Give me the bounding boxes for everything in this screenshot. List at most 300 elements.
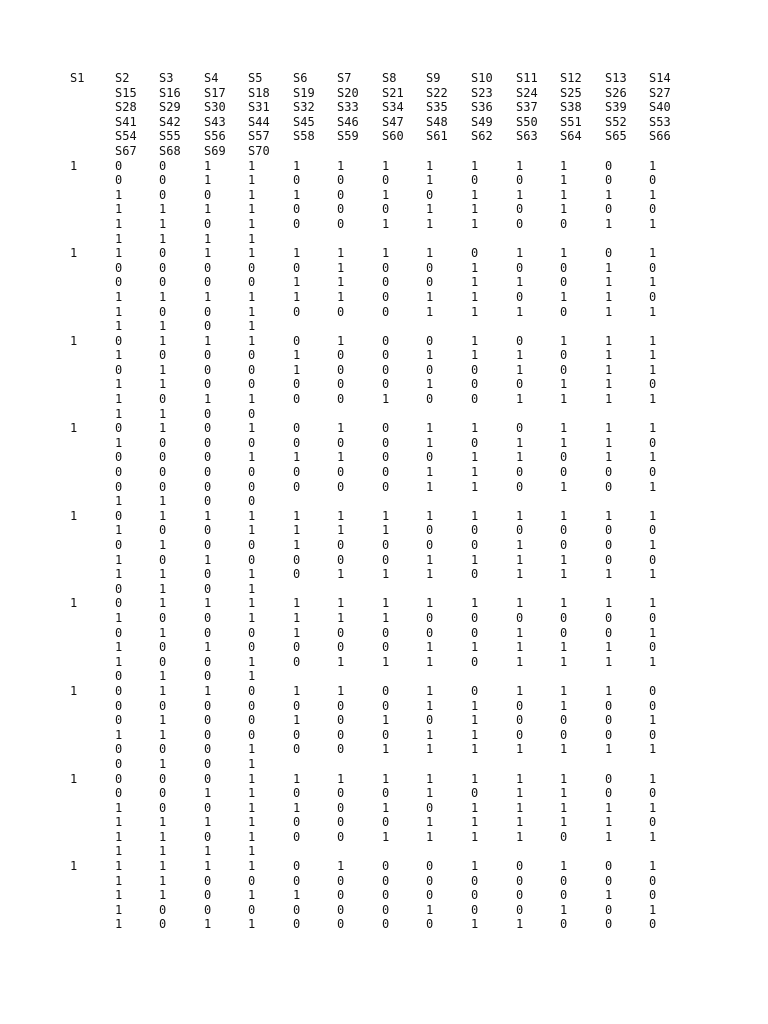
record-cell: 1: [605, 508, 613, 523]
record-cell: 0: [649, 173, 657, 188]
record-cell: 1: [516, 800, 524, 815]
record-cell: 0: [204, 450, 212, 465]
header-cell: S20: [337, 85, 359, 100]
header-cell: S70: [248, 143, 270, 158]
record-cell: 0: [471, 610, 479, 625]
record-cell: 1: [115, 902, 123, 917]
record-cell: 0: [649, 815, 657, 830]
record-cell: 0: [516, 523, 524, 538]
record-cell: 1: [115, 873, 123, 888]
header-cell: S19: [293, 85, 315, 100]
record-cell: 1: [337, 683, 345, 698]
record-cell: 0: [560, 275, 568, 290]
header-cell: S40: [649, 100, 671, 115]
record-cell: 1: [293, 683, 301, 698]
record-cell: 0: [159, 902, 167, 917]
header-cell: S65: [605, 129, 627, 144]
record-cell: 0: [337, 377, 345, 392]
record-cell: 1: [605, 815, 613, 830]
record-cell: 0: [605, 523, 613, 538]
record-cell: 1: [560, 392, 568, 407]
record-cell: 1: [426, 289, 434, 304]
record-cell: 1: [649, 538, 657, 552]
record-cell: 0: [649, 873, 657, 888]
record-cell: 1: [649, 450, 657, 465]
record-cell: 1: [560, 596, 568, 611]
record-cell: 1: [516, 771, 524, 786]
record-cell: 1: [471, 596, 479, 611]
record-cell: 0: [115, 771, 123, 786]
record-cell: 1: [471, 552, 479, 567]
record-cell: 1: [204, 640, 212, 655]
record-cell: 1: [605, 421, 613, 436]
header-cell: S42: [159, 114, 181, 129]
record-cell: 0: [248, 275, 256, 290]
record-cell: 0: [337, 829, 345, 844]
record-cell: 0: [337, 742, 345, 757]
record-cell: 0: [204, 698, 212, 713]
record-cell: 0: [426, 917, 434, 932]
record-cell: 1: [516, 640, 524, 655]
record-cell: 0: [204, 713, 212, 728]
record-cell: 0: [337, 173, 345, 188]
record-cell: 0: [248, 377, 256, 392]
record-cell: 1: [471, 815, 479, 830]
record-cell: 0: [337, 640, 345, 655]
record-cell: 0: [382, 859, 390, 874]
record-cell: 1: [605, 392, 613, 407]
record-cell: 0: [516, 202, 524, 217]
record-cell: 1: [382, 392, 390, 407]
record-cell: 1: [516, 348, 524, 363]
record-cell: 1: [204, 815, 212, 830]
record-cell: 1: [560, 698, 568, 713]
record-cell: 1: [516, 567, 524, 582]
record-cell: 1: [115, 216, 123, 231]
record-cell: 1: [560, 187, 568, 202]
record-cell: 0: [293, 465, 301, 480]
record-cell: 0: [204, 669, 212, 684]
record-cell: 1: [649, 596, 657, 611]
record-cell: 1: [248, 158, 256, 173]
record-cell: 1: [248, 450, 256, 465]
record-cell: 1: [605, 888, 613, 903]
record-cell: 1: [382, 523, 390, 538]
record-cell: 1: [649, 479, 657, 494]
record-cell: 1: [248, 859, 256, 874]
record-cell: 0: [293, 173, 301, 188]
record-cell: 0: [248, 348, 256, 363]
record-cell: 1: [649, 829, 657, 844]
record-cell: 0: [293, 260, 301, 275]
record-cell: 0: [293, 640, 301, 655]
record-cell: 1: [605, 654, 613, 669]
record-cell: 1: [159, 669, 167, 684]
header-cell: S61: [426, 129, 448, 144]
record-cell: 1: [159, 596, 167, 611]
record-cell: 1: [649, 333, 657, 348]
record-cell: 1: [560, 552, 568, 567]
record-cell: 1: [560, 173, 568, 188]
header-cell: S69: [204, 143, 226, 158]
record-cell: 1: [560, 246, 568, 261]
record-cell: 0: [159, 742, 167, 757]
record-cell: 0: [605, 479, 613, 494]
record-cell: 0: [115, 173, 123, 188]
record-cell: 0: [605, 610, 613, 625]
record-cell: 1: [649, 713, 657, 728]
record-cell: 0: [204, 304, 212, 319]
record-cell: 1: [248, 246, 256, 261]
record-cell: 0: [248, 698, 256, 713]
record-cell: 0: [382, 450, 390, 465]
header-cell: S29: [159, 100, 181, 115]
header-cell: S66: [649, 129, 671, 144]
record-cell: 0: [560, 348, 568, 363]
record-cell: 1: [426, 727, 434, 742]
record-cell: 1: [516, 596, 524, 611]
record-cell: 1: [159, 421, 167, 436]
record-cell: 1: [204, 246, 212, 261]
record-cell: 1: [293, 450, 301, 465]
record-cell: 1: [516, 829, 524, 844]
record-cell: 0: [293, 698, 301, 713]
record-cell: 0: [115, 538, 123, 552]
record-cell: 0: [516, 260, 524, 275]
record-cell: 0: [337, 362, 345, 377]
record-cell: 1: [560, 800, 568, 815]
record-cell: 0: [337, 800, 345, 815]
record-cell: 1: [516, 625, 524, 640]
record-cell: 0: [605, 859, 613, 874]
record-cell: 0: [115, 158, 123, 173]
record-cell: 1: [159, 756, 167, 771]
record-cell: 1: [382, 187, 390, 202]
record-cell: 0: [293, 829, 301, 844]
record-cell: 0: [293, 742, 301, 757]
record-cell: 0: [471, 654, 479, 669]
record-cell: 0: [382, 435, 390, 450]
header-cell: S33: [337, 100, 359, 115]
record-cell: 1: [248, 756, 256, 771]
record-cell: 1: [426, 829, 434, 844]
record-cell: 0: [204, 523, 212, 538]
record-cell: 0: [605, 902, 613, 917]
record-cell: 0: [560, 450, 568, 465]
header-cell: S51: [560, 114, 582, 129]
record-cell: 1: [293, 713, 301, 728]
header-cell: S41: [115, 114, 137, 129]
record-cell: 1: [471, 698, 479, 713]
record-cell: 0: [560, 873, 568, 888]
record-cell: 0: [293, 202, 301, 217]
record-cell: 1: [471, 465, 479, 480]
record-cell: 0: [337, 348, 345, 363]
record-cell: 0: [605, 698, 613, 713]
record-cell: 1: [605, 187, 613, 202]
record-cell: 1: [204, 173, 212, 188]
record-cell: 0: [115, 683, 123, 698]
record-cell: 1: [516, 450, 524, 465]
record-cell: 1: [605, 596, 613, 611]
record-cell: 1: [471, 800, 479, 815]
record-cell: 1: [293, 625, 301, 640]
record-cell: 0: [115, 698, 123, 713]
record-cell: 0: [426, 713, 434, 728]
header-cell: S58: [293, 129, 315, 144]
record-cell: 0: [204, 829, 212, 844]
record-first-cell: 1: [70, 508, 78, 523]
record-cell: 0: [605, 625, 613, 640]
header-cell: S55: [159, 129, 181, 144]
record-cell: 1: [204, 859, 212, 874]
record-cell: 1: [293, 888, 301, 903]
record-cell: 0: [115, 756, 123, 771]
record-cell: 1: [382, 216, 390, 231]
record-cell: 1: [426, 654, 434, 669]
record-cell: 1: [516, 538, 524, 552]
record-cell: 0: [382, 333, 390, 348]
header-cell: S44: [248, 114, 270, 129]
record-cell: 0: [471, 173, 479, 188]
record-cell: 1: [516, 815, 524, 830]
record-cell: 0: [115, 465, 123, 480]
record-cell: 1: [471, 713, 479, 728]
record-cell: 0: [248, 465, 256, 480]
record-cell: 0: [426, 450, 434, 465]
record-cell: 0: [159, 523, 167, 538]
record-cell: 0: [159, 187, 167, 202]
record-cell: 1: [159, 202, 167, 217]
record-cell: 1: [248, 187, 256, 202]
record-cell: 1: [471, 771, 479, 786]
record-cell: 1: [426, 508, 434, 523]
record-cell: 1: [337, 508, 345, 523]
record-cell: 1: [159, 683, 167, 698]
record-cell: 1: [248, 669, 256, 684]
record-cell: 1: [293, 362, 301, 377]
header-cell: S2: [115, 71, 130, 85]
record-cell: 0: [159, 173, 167, 188]
record-cell: 0: [649, 786, 657, 801]
record-cell: 1: [560, 815, 568, 830]
record-cell: 1: [426, 596, 434, 611]
record-cell: 1: [605, 829, 613, 844]
record-cell: 0: [382, 289, 390, 304]
record-cell: 1: [426, 771, 434, 786]
record-cell: 1: [605, 640, 613, 655]
record-cell: 1: [159, 508, 167, 523]
record-cell: 1: [382, 158, 390, 173]
record-cell: 0: [159, 435, 167, 450]
record-cell: 0: [426, 187, 434, 202]
header-cell: S37: [516, 100, 538, 115]
record-cell: 1: [516, 362, 524, 377]
header-cell: S63: [516, 129, 538, 144]
record-cell: 0: [248, 435, 256, 450]
record-cell: 0: [471, 786, 479, 801]
record-cell: 1: [115, 859, 123, 874]
record-cell: 1: [382, 654, 390, 669]
record-cell: 1: [248, 888, 256, 903]
record-cell: 1: [560, 786, 568, 801]
record-cell: 1: [248, 202, 256, 217]
record-cell: 1: [159, 406, 167, 421]
record-cell: 1: [248, 596, 256, 611]
record-cell: 0: [293, 917, 301, 932]
record-cell: 0: [560, 216, 568, 231]
record-cell: 1: [293, 538, 301, 552]
record-cell: 1: [516, 158, 524, 173]
record-cell: 0: [159, 450, 167, 465]
record-cell: 1: [649, 246, 657, 261]
record-cell: 0: [293, 304, 301, 319]
header-cell: S45: [293, 114, 315, 129]
record-cell: 1: [115, 348, 123, 363]
header-cell: S49: [471, 114, 493, 129]
record-cell: 1: [382, 246, 390, 261]
record-cell: 1: [649, 275, 657, 290]
record-cell: 1: [204, 231, 212, 246]
record-cell: 0: [560, 538, 568, 552]
record-cell: 0: [337, 625, 345, 640]
record-cell: 0: [471, 873, 479, 888]
record-cell: 1: [605, 289, 613, 304]
record-cell: 0: [471, 567, 479, 582]
record-cell: 0: [516, 377, 524, 392]
record-cell: 0: [471, 625, 479, 640]
record-cell: 1: [248, 173, 256, 188]
record-cell: 0: [248, 727, 256, 742]
record-cell: 0: [382, 902, 390, 917]
record-cell: 0: [516, 333, 524, 348]
record-cell: 0: [605, 173, 613, 188]
record-cell: 1: [516, 508, 524, 523]
record-cell: 0: [516, 421, 524, 436]
record-cell: 0: [115, 581, 123, 596]
record-cell: 1: [649, 654, 657, 669]
record-cell: 0: [382, 888, 390, 903]
record-cell: 1: [426, 246, 434, 261]
record-cell: 0: [516, 465, 524, 480]
record-cell: 1: [248, 800, 256, 815]
header-cell: S22: [426, 85, 448, 100]
record-cell: 1: [159, 888, 167, 903]
record-cell: 0: [605, 713, 613, 728]
record-cell: 1: [337, 654, 345, 669]
record-cell: 1: [649, 771, 657, 786]
record-cell: 0: [337, 917, 345, 932]
record-cell: 0: [293, 392, 301, 407]
record-first-cell: 1: [70, 246, 78, 261]
record-cell: 1: [605, 260, 613, 275]
record-cell: 0: [204, 406, 212, 421]
record-cell: 1: [649, 187, 657, 202]
record-cell: 1: [426, 786, 434, 801]
record-cell: 0: [649, 377, 657, 392]
record-cell: 1: [115, 289, 123, 304]
header-cell: S52: [605, 114, 627, 129]
record-cell: 0: [159, 275, 167, 290]
record-cell: 0: [159, 640, 167, 655]
record-cell: 0: [248, 494, 256, 509]
header-cell: S62: [471, 129, 493, 144]
record-cell: 1: [159, 625, 167, 640]
record-cell: 0: [471, 246, 479, 261]
record-cell: 1: [649, 800, 657, 815]
record-cell: 1: [471, 187, 479, 202]
record-cell: 1: [426, 479, 434, 494]
record-cell: 0: [115, 275, 123, 290]
record-cell: 1: [115, 567, 123, 582]
record-cell: 0: [248, 362, 256, 377]
record-cell: 0: [293, 873, 301, 888]
record-cell: 0: [382, 873, 390, 888]
header-cell: S13: [605, 71, 627, 85]
record-cell: 0: [159, 654, 167, 669]
record-cell: 0: [605, 552, 613, 567]
record-cell: 1: [248, 610, 256, 625]
record-cell: 1: [248, 392, 256, 407]
record-cell: 1: [159, 859, 167, 874]
record-cell: 1: [248, 786, 256, 801]
record-cell: 0: [204, 756, 212, 771]
record-cell: 1: [471, 859, 479, 874]
record-cell: 1: [337, 333, 345, 348]
record-cell: 1: [115, 202, 123, 217]
record-cell: 0: [382, 552, 390, 567]
record-cell: 1: [115, 377, 123, 392]
record-cell: 1: [516, 304, 524, 319]
record-cell: 1: [516, 742, 524, 757]
record-cell: 1: [649, 625, 657, 640]
record-cell: 0: [471, 392, 479, 407]
record-cell: 0: [516, 479, 524, 494]
record-cell: 0: [649, 552, 657, 567]
record-cell: 1: [337, 275, 345, 290]
record-cell: 1: [115, 610, 123, 625]
record-cell: 0: [337, 435, 345, 450]
record-cell: 0: [159, 304, 167, 319]
record-cell: 0: [649, 202, 657, 217]
header-cell: S39: [605, 100, 627, 115]
record-cell: 0: [382, 173, 390, 188]
record-cell: 1: [471, 479, 479, 494]
record-cell: 0: [426, 800, 434, 815]
record-cell: 0: [649, 610, 657, 625]
record-cell: 0: [115, 786, 123, 801]
record-cell: 1: [248, 523, 256, 538]
record-cell: 0: [159, 800, 167, 815]
record-cell: 1: [337, 596, 345, 611]
header-cell: S14: [649, 71, 671, 85]
record-cell: 0: [159, 392, 167, 407]
record-cell: 0: [382, 786, 390, 801]
record-cell: 1: [248, 771, 256, 786]
record-cell: 0: [382, 640, 390, 655]
record-cell: 0: [159, 917, 167, 932]
record-cell: 1: [516, 654, 524, 669]
record-cell: 1: [159, 333, 167, 348]
record-cell: 0: [382, 362, 390, 377]
record-cell: 0: [382, 465, 390, 480]
record-cell: 0: [115, 450, 123, 465]
record-cell: 0: [471, 538, 479, 552]
header-cell: S35: [426, 100, 448, 115]
record-cell: 1: [204, 786, 212, 801]
record-cell: 1: [248, 319, 256, 334]
record-cell: 0: [204, 610, 212, 625]
